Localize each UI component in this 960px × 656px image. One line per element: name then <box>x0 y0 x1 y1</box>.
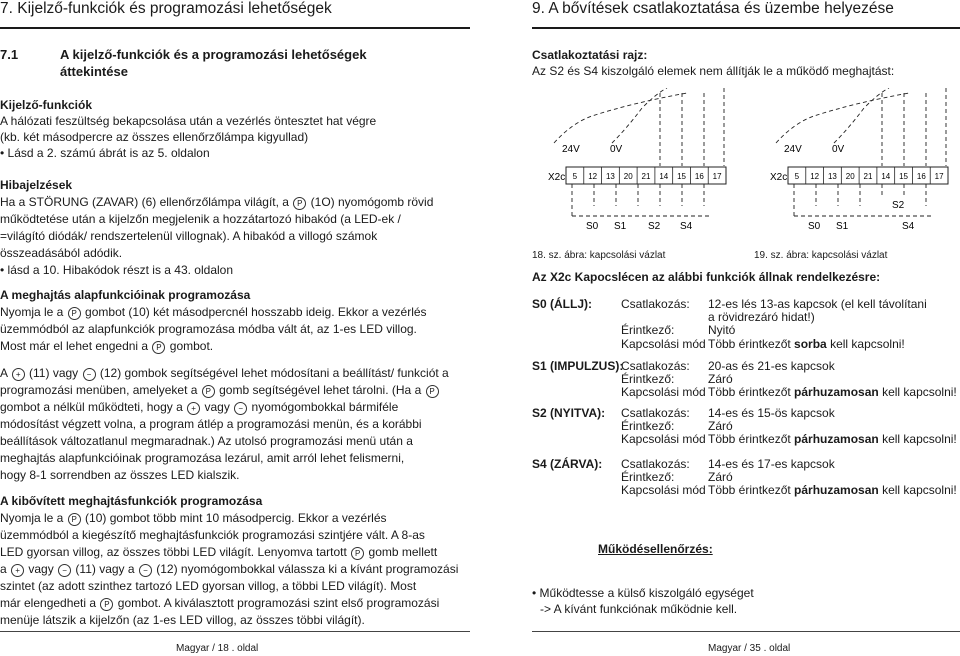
switch-s1-label: S1 <box>614 221 627 232</box>
right-footer-rule <box>532 631 960 632</box>
wiring-heading: Csatlakoztatási rajz: <box>532 48 648 62</box>
right-page-number: Magyar / 35 . oldal <box>708 643 791 654</box>
terminal-number: 21 <box>863 172 873 181</box>
terminal-number: 12 <box>810 172 820 181</box>
switching-mode-value: Több érintkezőt párhuzamosan kell kapcsolni! <box>708 483 957 497</box>
voltage-24v-label: 24V <box>562 144 580 155</box>
switch-s2-label: S2 <box>648 221 661 232</box>
terminal-number: 16 <box>916 172 926 181</box>
terminal-block <box>788 167 948 184</box>
wiring-text: Az S2 és S4 kiszolgáló elemek nem állítják le a működő meghajtást: <box>532 64 895 78</box>
connector-label: X2c <box>548 172 566 183</box>
switching-mode-value: Több érintkezőt párhuzamosan kell kapcsolni! <box>708 385 957 399</box>
switching-mode-label: Kapcsolási mód <box>621 483 706 497</box>
error-signals-bullet: • lásd a 10. Hibakódok részt is a 43. oldalon <box>0 263 234 277</box>
contact-value: Záró <box>708 372 733 386</box>
terminal-number: 15 <box>899 172 909 181</box>
s2-function-block <box>532 406 960 451</box>
terminal-number: 5 <box>794 172 800 181</box>
extended-programming-text: a + vagy − (11) vagy a − (12) nyomógombokkal válassza ki a kívánt programozási <box>0 562 459 576</box>
p-button-icon: P <box>100 598 113 611</box>
connection-value: 14-es és 17-es kapcsok <box>708 457 835 471</box>
connection-value: a rövidrezáró hidat!) <box>708 310 815 324</box>
contact-label: Érintkező: <box>621 372 675 386</box>
menu-navigation-text: gombot a nélkül működteti, hogy a + vagy − nyomógombokkal bármiféle <box>0 400 399 414</box>
switching-mode-label: Kapcsolási mód <box>621 432 706 446</box>
switch-s2-label: S2 <box>892 200 905 211</box>
terminal-number: 16 <box>694 172 704 181</box>
switch-s1-label: S1 <box>836 221 849 232</box>
basic-programming-text: üzemmódból az alapfunkciók programozása módba vált át, az 1-es LED villog. <box>0 322 417 336</box>
switch-s4-label: S4 <box>680 221 693 232</box>
right-header-rule <box>532 27 960 29</box>
contact-label: Érintkező: <box>621 419 675 433</box>
menu-navigation-text: módosítást végzett volna, a program átlép a programozási menün, és a korábbi <box>0 417 422 431</box>
display-functions-heading: Kijelző-funkciók <box>0 98 93 112</box>
p-button-icon: P <box>68 513 81 526</box>
s0-key: S0 (ÁLLJ): <box>532 297 592 311</box>
switching-mode-label: Kapcsolási mód <box>621 337 706 351</box>
connector-label: X2c <box>770 172 788 183</box>
voltage-0v-label: 0V <box>832 144 845 155</box>
contact-value: Nyitó <box>708 323 736 337</box>
menu-navigation-text: meghajtás alapfunkcióinak programozása lezárul, amit arról lehet felismerni, <box>0 451 405 465</box>
left-header-rule <box>0 27 470 29</box>
error-signals-text: =világító diódák/ rendszertelenül villognak). A hibakód a villogó számok <box>0 229 378 243</box>
terminal-number: 14 <box>659 172 669 181</box>
p-button-icon: P <box>293 197 306 210</box>
basic-programming-heading: A meghajtás alapfunkcióinak programozása <box>0 288 251 302</box>
s4-key: S4 (ZÁRVA): <box>532 457 603 471</box>
wiring-diagram-19 <box>754 88 954 248</box>
terminal-number: 13 <box>827 172 837 181</box>
extended-programming-text: már elengedheti a P gombot. A kiválasztott programozási szint első programozási <box>0 596 440 610</box>
terminal-number: 17 <box>712 172 722 181</box>
switch-s4-label: S4 <box>902 221 915 232</box>
function-check-bullet: • Működtesse a külső kiszolgáló egységet <box>532 586 754 600</box>
s2-key: S2 (NYITVA): <box>532 406 606 420</box>
plus-button-icon: + <box>12 368 25 381</box>
connection-label: Csatlakozás: <box>621 457 690 471</box>
p-button-icon: P <box>351 547 364 560</box>
terminal-number: 14 <box>881 172 891 181</box>
left-chapter-header: 7. Kijelző-funkciók és programozási lehetőségek <box>0 0 332 17</box>
extended-programming-heading: A kibővített meghajtásfunkciók programozása <box>0 494 263 508</box>
p-button-icon: P <box>202 385 215 398</box>
terminal-number: 15 <box>677 172 687 181</box>
switching-mode-label: Kapcsolási mód <box>621 385 706 399</box>
menu-navigation-text: beállítások változatlanul megmaradnak.) Az utolsó programozási menü után a <box>0 434 413 448</box>
error-signals-heading: Hibajelzések <box>0 178 73 192</box>
error-signals-text: működtetése után a kijelzőn megjelenik a hozzátartozó hibakód (a LED-ek / <box>0 212 401 226</box>
p-button-icon: P <box>68 307 81 320</box>
minus-button-icon: − <box>139 564 152 577</box>
minus-button-icon: − <box>234 402 247 415</box>
s4-function-block <box>532 457 960 502</box>
figure-19-caption: 19. sz. ábra: kapcsolási vázlat <box>754 250 888 261</box>
s1-function-block <box>532 359 960 404</box>
menu-navigation-text: programozási menüben, amelyeket a P gomb segítségével lehet tárolni. (Ha a P <box>0 382 440 399</box>
menu-navigation-text: A + (11) vagy − (12) gombok segítségével lehet módosítani a beállítást/ funkciót a <box>0 366 449 380</box>
right-chapter-header: 9. A bővítések csatlakoztatása és üzembe helyezése <box>532 0 894 17</box>
s1-key: S1 (IMPULZUS): <box>532 359 624 373</box>
terminal-block <box>566 167 726 184</box>
plus-button-icon: + <box>11 564 24 577</box>
contact-label: Érintkező: <box>621 470 675 484</box>
connection-label: Csatlakozás: <box>621 297 690 311</box>
basic-programming-text: Nyomja le a P gombot (10) két másodpercnél hosszabb ideig. Ekkor a vezérlés <box>0 305 427 319</box>
terminal-cells <box>795 167 944 184</box>
connection-value: 20-as és 21-es kapcsok <box>708 359 835 373</box>
extended-programming-text: szintet (az adott szinthez tartozó LED gyorsan villog, a többi LED világít). Most <box>0 579 417 593</box>
terminal-number: 20 <box>623 172 633 181</box>
wiring-diagram-18 <box>532 88 732 248</box>
terminal-number: 17 <box>934 172 944 181</box>
display-functions-text: A hálózati feszültség bekapcsolása után a vezérlés öntesztet hat végre <box>0 114 377 128</box>
plus-button-icon: + <box>187 402 200 415</box>
display-functions-text: (kb. két másodpercre az összes ellenőrzőlámpa kigyullad) <box>0 130 309 144</box>
voltage-24v-label: 24V <box>784 144 802 155</box>
voltage-0v-label: 0V <box>610 144 623 155</box>
figure-18-caption: 18. sz. ábra: kapcsolási vázlat <box>532 250 666 261</box>
contact-label: Érintkező: <box>621 323 675 337</box>
p-button-icon: P <box>152 341 165 354</box>
extended-programming-text: üzemmódból a kiegészítő meghajtásfunkciók programozási szintjére vált. A 8-as <box>0 528 425 542</box>
contact-value: Záró <box>708 470 733 484</box>
connection-value: 12-es lés 13-as kapcsok (el kell távolítani <box>708 297 927 311</box>
terminal-number: 13 <box>605 172 615 181</box>
switch-s0-label: S0 <box>586 221 599 232</box>
minus-button-icon: − <box>83 368 96 381</box>
extended-programming-text: Nyomja le a P (10) gombot több mint 10 másodpercig. Ekkor a vezérlés <box>0 511 387 525</box>
left-page-number: Magyar / 18 . oldal <box>176 643 259 654</box>
p-button-icon: P <box>426 385 439 398</box>
terminal-number: 20 <box>845 172 855 181</box>
connection-label: Csatlakozás: <box>621 406 690 420</box>
connection-value: 14-es és 15-ös kapcsok <box>708 406 835 420</box>
left-footer-rule <box>0 631 470 632</box>
terminal-number: 12 <box>588 172 598 181</box>
function-check-heading: Működésellenőrzés: <box>598 542 713 556</box>
error-signals-text: összeadásából adódik. <box>0 246 123 260</box>
basic-programming-text: Most már el lehet engedni a P gombot. <box>0 339 214 353</box>
switching-mode-value: Több érintkezőt párhuzamosan kell kapcsolni! <box>708 432 957 446</box>
display-functions-bullet: • Lásd a 2. számú ábrát is az 5. oldalon <box>0 146 210 160</box>
switching-mode-value: Több érintkezőt sorba kell kapcsolni! <box>708 337 905 351</box>
s0-function-block <box>532 297 960 349</box>
extended-programming-text: LED gyorsan villog, az összes többi LED világít. Lenyomva tartott P gomb mellett <box>0 545 438 559</box>
section-title-line1: A kijelző-funkciók és a programozási lehetőségek <box>60 47 367 62</box>
contact-value: Záró <box>708 419 733 433</box>
functions-heading: Az X2c Kapocslécen az alábbi funkciók állnak rendelkezésre: <box>532 270 881 284</box>
minus-button-icon: − <box>58 564 71 577</box>
section-title-line2: áttekintése <box>60 64 128 79</box>
function-check-result: -> A kívánt funkciónak működnie kell. <box>540 602 738 616</box>
terminal-cells <box>573 167 722 184</box>
connection-label: Csatlakozás: <box>621 359 690 373</box>
terminal-number: 21 <box>641 172 651 181</box>
extended-programming-text: menüje látszik a kijelzőn (az 1-es LED villog, az összes többi világít). <box>0 613 365 627</box>
terminal-number: 5 <box>572 172 578 181</box>
error-signals-text: Ha a STÖRUNG (ZAVAR) (6) ellenőrzőlámpa világít, a P (1O) nyomógomb rövid <box>0 195 434 209</box>
switch-s0-label: S0 <box>808 221 821 232</box>
menu-navigation-text: hogy 8-1 sorrendben az összes LED kialszik. <box>0 468 240 482</box>
section-number: 7.1 <box>0 47 19 62</box>
